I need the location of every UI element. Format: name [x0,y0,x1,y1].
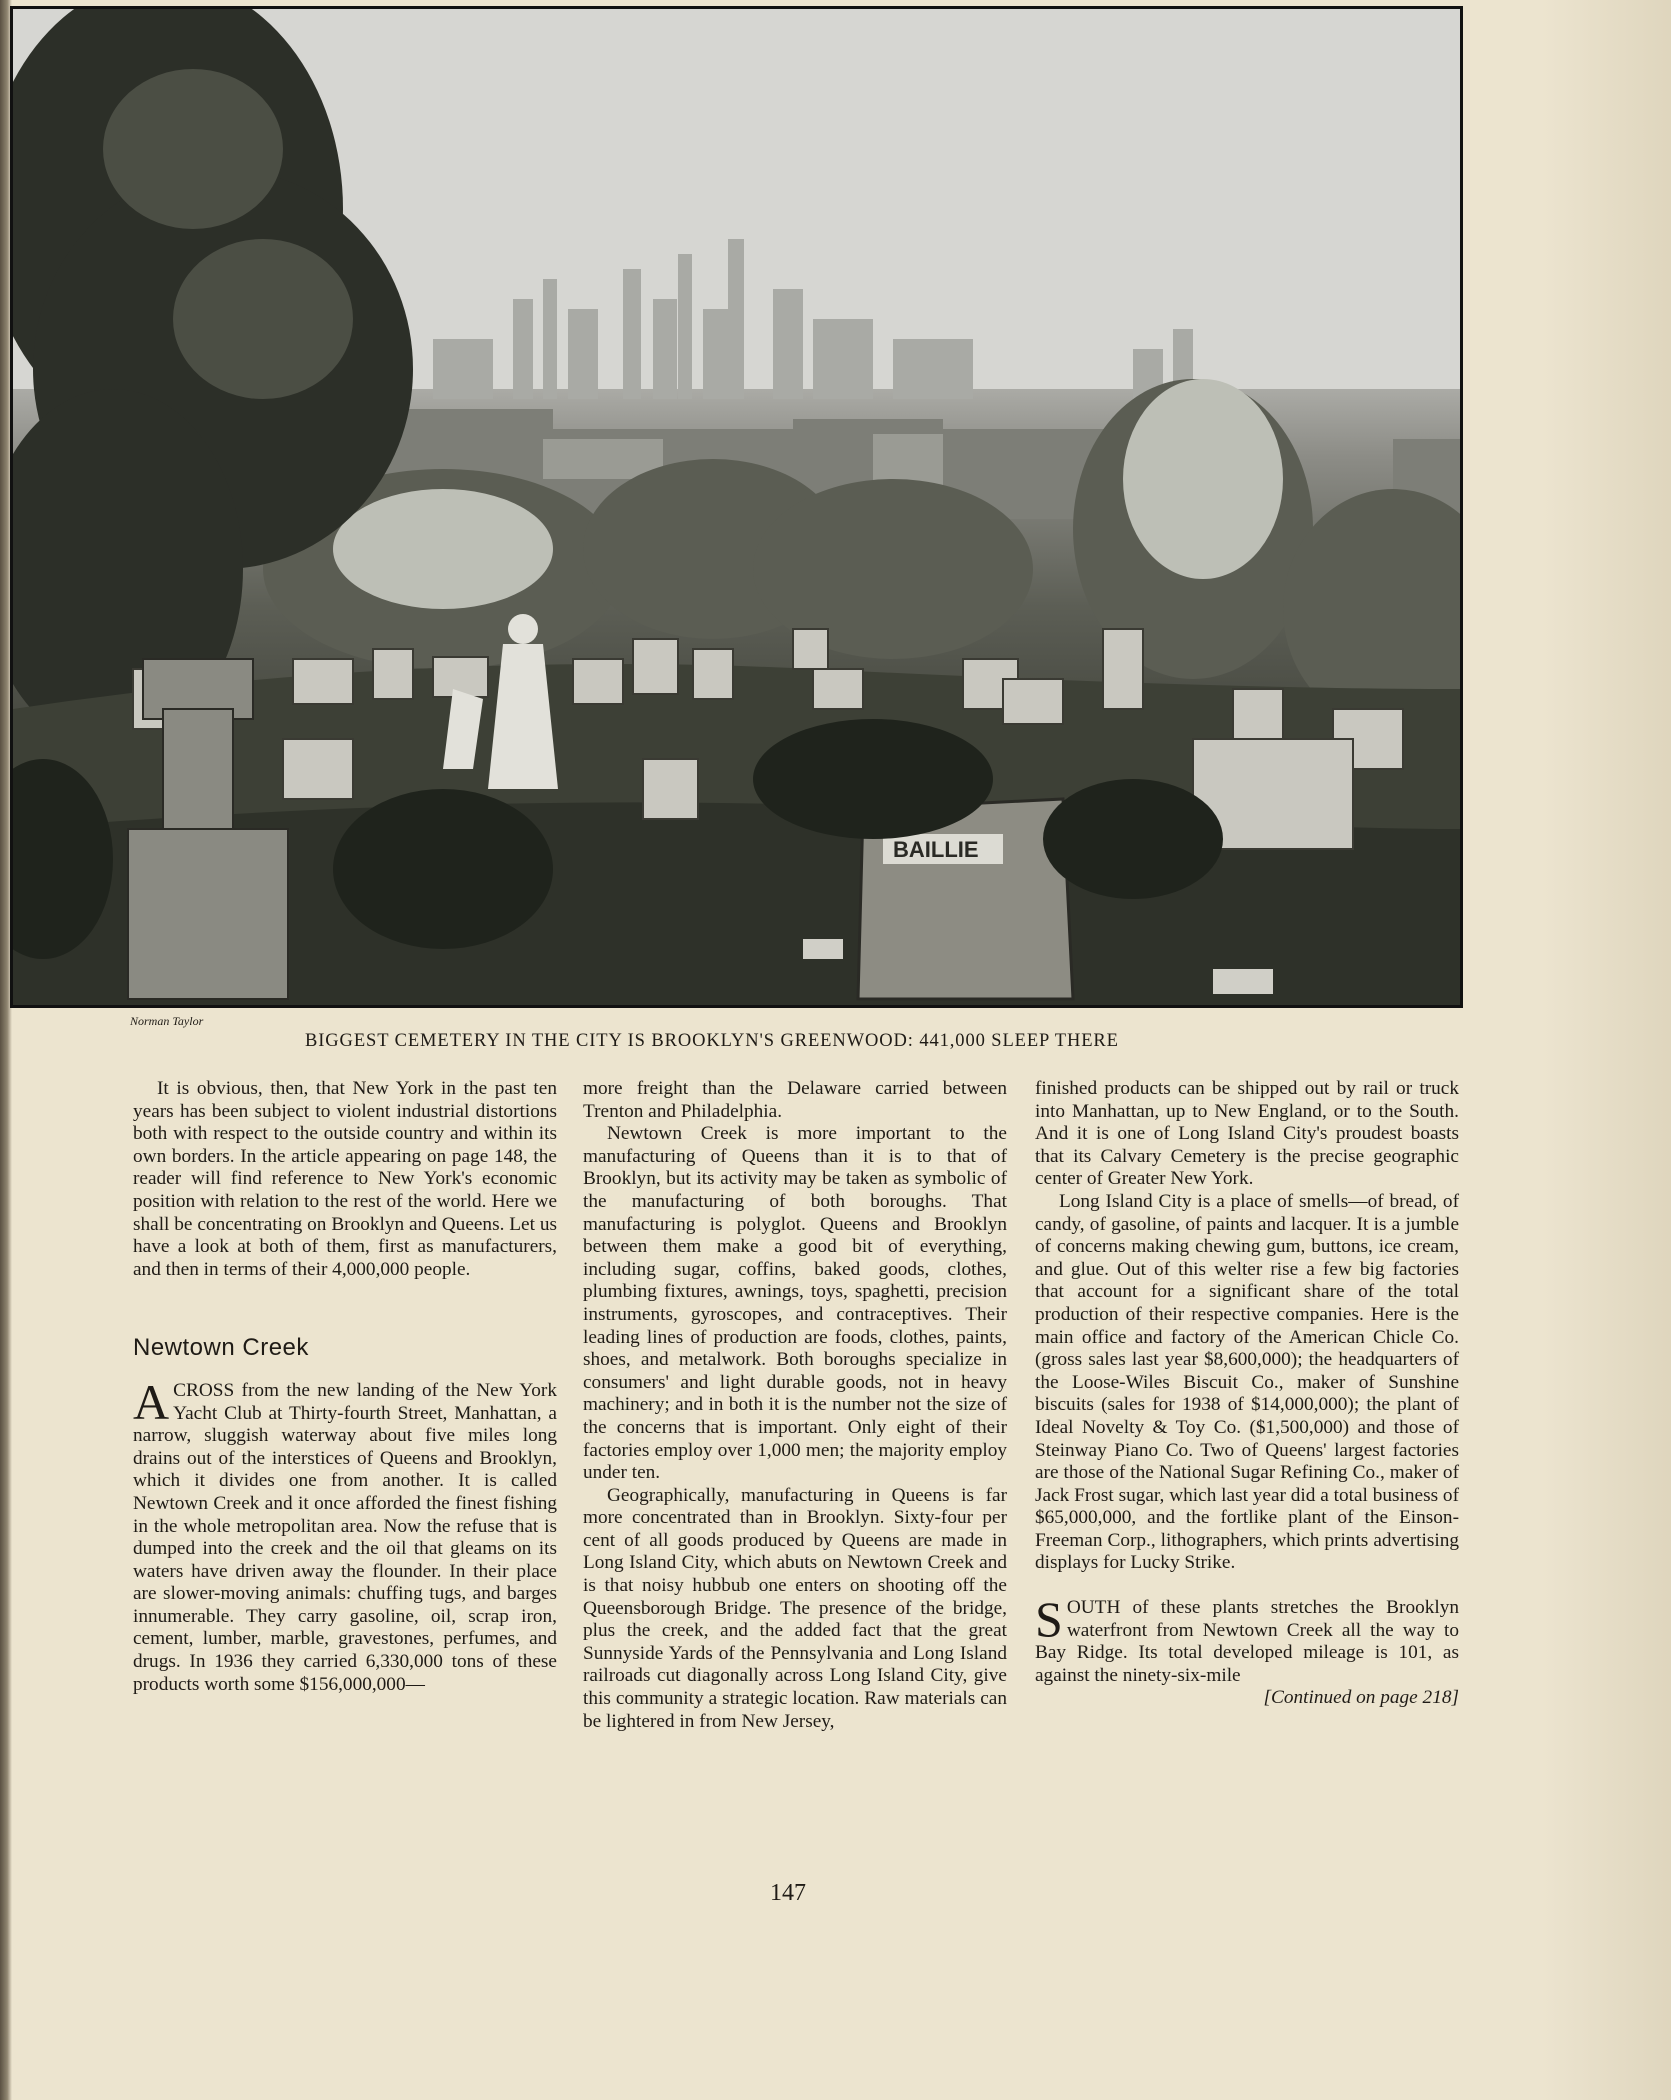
column-paragraph: more freight than the Delaware carried between Trenton and Philadelphia. [583,1078,1007,1122]
photo-credit: Norman Taylor [130,1014,204,1028]
continued-link: [Continued on page 218] [1263,1687,1459,1709]
column-paragraph: Long Island City is a place of smells—of bread, of candy, of gasoline, of paints and lacquer. It is a jumble of concerns making chewing gum, buttons, ice cream, and glue. Out of this welter rise a few big factories that account for a significant share of the total production of their respective companies. Here is the main office and factory of the American Chicle Co. (gross sales last year $8,600,000); the headquarters of the Loose-Wiles Biscuit Co., maker of Sunshine biscuits (sales for 1938 of $14,000,000); the plant of Ideal Novelty & Toy Co. ($1,500,000) and those of Steinway Piano Co. Two of Queens' largest factories are those of the National Sugar Refining Co., maker of Jack Frost sugar, which last year did a total business of $65,000,000, and the fortlike plant of the Einson-Freeman Corp., lithographers, which prints advertising displays for Lucky Strike. [1035,1190,1459,1574]
section-body: CROSS from the new landing of the New York Yacht Club at Thirty-fourth Street, Manhattan, a narrow, sluggish waterway about five miles long drains out of the interstices of Queens and Brooklyn, which it divides one from another. It is called Newtown Creek and it once afforded the finest fishing in the whole metropolitan area. Now the refuse that is dumped into the creek and the oil that gleams on its waters have driven away the flounder. In their place are slower-moving animals: chuffing tugs, and barges innumerable. They carry gasoline, oil, scrap iron, cement, lumber, marble, gravestones, perfumes, and drugs. In 1936 they carried 6,330,000 tons of these products worth some $156,000,000— [133,1379,557,1695]
drop-cap: S [1035,1591,1063,1648]
page-shadow [1541,0,1671,2100]
section-paragraph [133,1373,557,1696]
headstone-label: BAILLIE [893,837,979,862]
cemetery-skyline-photo-icon [13,9,1460,1005]
text-column-2 [583,1078,1007,1733]
photo-caption: BIGGEST CEMETERY IN THE CITY IS BROOKLYN'S GREENWOOD: 441,000 SLEEP THERE [305,1031,1119,1051]
column-paragraph: Newtown Creek is more important to the manufacturing of Queens than it is to that of Brooklyn, but its activity may be taken as symbolic of the manufacturing of both boroughs. That manufacturing is polyglot. Queens and Brooklyn between them make a good bit of everything, including sugar, coffins, baked goods, clothes, plumbing fixtures, awnings, toys, spaghetti, precision instruments, gyroscopes, and contraceptives. Their leading lines of production are foods, clothes, paints, shoes, and metalwork. Both boroughs specialize in consumers' and light durable goods, not in heavy machinery; and in both it is the number not the size of the concerns that is important. Only eight of their factories employ over 1,000 men; the majority employ under ten. [583,1123,1007,1484]
text-column-1 [133,1078,557,1696]
page-number: 147 [770,1880,806,1906]
column-paragraph [1035,1591,1459,1687]
cemetery-photo [10,6,1463,1008]
drop-cap: A [133,1373,170,1430]
paragraph-body: OUTH of these plants stretches the Brooklyn waterfront from Newtown Creek all the way to Bay Ridge. Its total developed mileage is 101, as against the ninety-six-mile [1035,1597,1459,1686]
text-column-3 [1035,1078,1459,1710]
column-paragraph: finished products can be shipped out by rail or truck into Manhattan, up to New England, or to the South. And it is one of Long Island City's proudest boasts that its Calvary Cemetery is the precise geographic center of Greater New York. [1035,1078,1459,1190]
column-paragraph: Geographically, manufacturing in Queens is far more concentrated than in Brooklyn. Sixty-four per cent of all goods produced by Queens are made in Long Island City, which abuts on Newtown Creek and is that noisy hubbub one enters on shooting off the Queensborough Bridge. The presence of the bridge, plus the creek, and the added fact that the great Sunnyside Yards of the Pennsylvania and Long Island railroads cut diagonally across Long Island City, give this community a strategic location. Raw materials can be lightered in from New Jersey, [583,1484,1007,1732]
intro-paragraph: It is obvious, then, that New York in the past ten years has been subject to violent industrial distortions both with respect to the outside country and within its own borders. In the article appearing on page 148, the reader will find reference to New York's economic position with relation to the rest of the world. Here we shall be concentrating on Brooklyn and Queens. Let us have a look at both of them, first as manufacturers, and then in terms of their 4,000,000 people. [133,1078,557,1280]
section-heading: Newtown Creek [133,1334,309,1362]
